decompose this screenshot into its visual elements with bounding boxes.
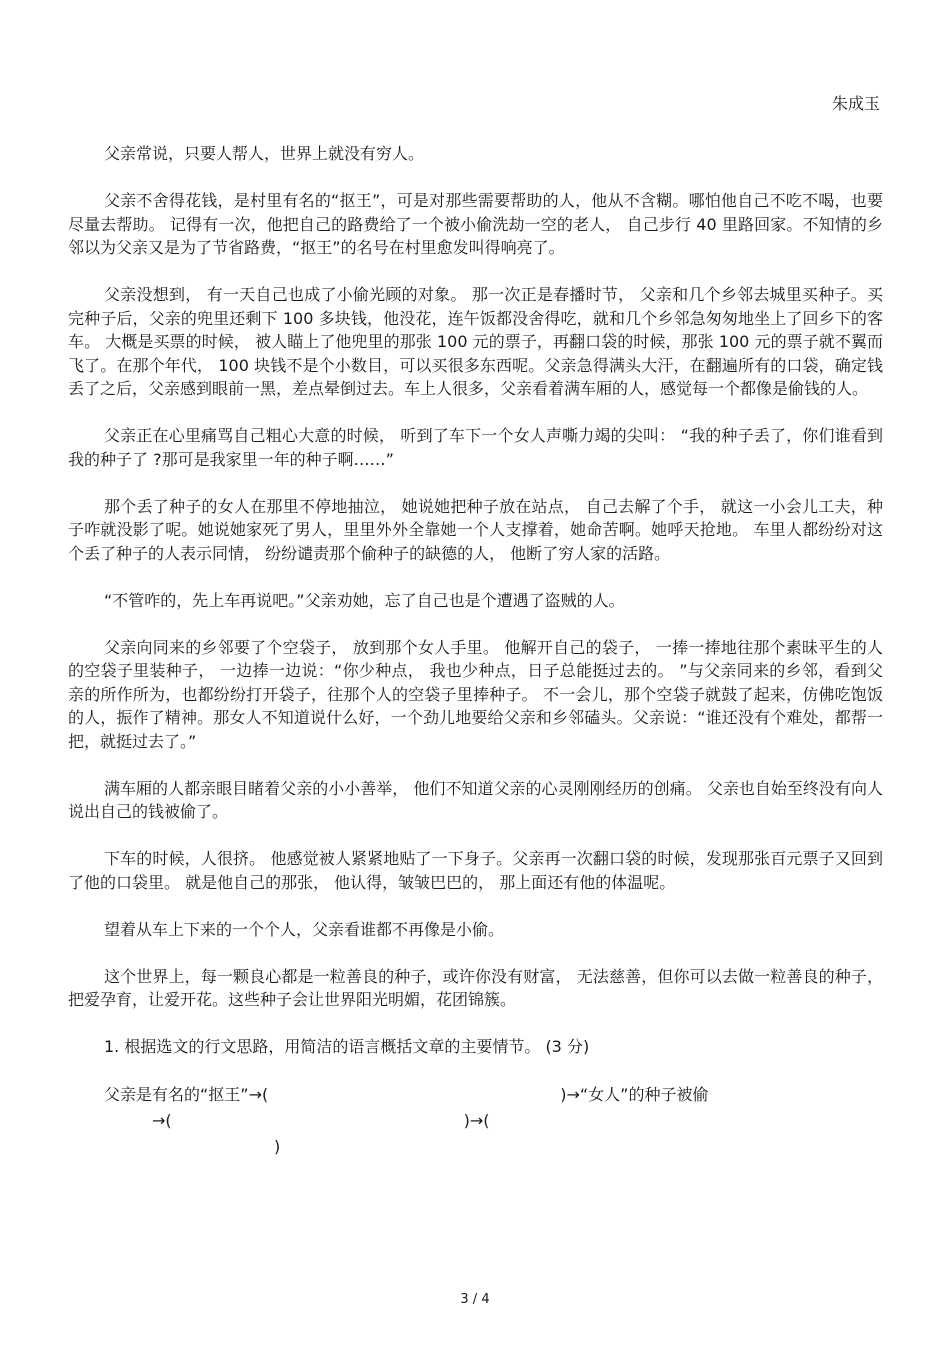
paragraph: 望着从车上下来的一个个人，父亲看谁都不再像是小偷。 [104, 919, 505, 939]
chain-line2-end: )→( [463, 1111, 490, 1130]
paragraph: 父亲常说，只要人帮人，世界上就没有穷人。 [104, 144, 425, 163]
question-prompt: 1. 根据选文的行文思路，用简洁的语言概括文章的主要情节。 (3 分) [104, 1037, 590, 1056]
paragraph: 父亲正在心里痛骂自己粗心大意的时候， 听到了车下一个女人声嘶力竭的尖叫： “我的种子丢了，你们谁看到我的种子了 ?那可是我家里一年的种子啊……” [68, 426, 883, 469]
plot-chain-line-3 [68, 1134, 883, 1160]
plot-chain-line-2 [68, 1108, 883, 1134]
chain-start: 父亲是有名的“抠王”→( [104, 1085, 269, 1104]
paragraph: 下车的时候，人很挤。 他感觉被人紧紧地贴了一下身子。父亲再一次翻口袋的时候，发现那张百元票子又回到了他的口袋里。 就是他自己的那张， 他认得，皱皱巴巴的， 那上面还有他的体温呢。 [68, 849, 883, 892]
paragraph: 满车厢的人都亲眼目睹着父亲的小小善举， 他们不知道父亲的心灵刚刚经历的创痛。 父亲也自始至终没有向人说出自己的钱被偷了。 [68, 778, 883, 821]
chain-mid: )→“女人”的种子被偷 [560, 1085, 709, 1104]
article-body [68, 142, 883, 1160]
paragraph: 这个世界上，每一颗良心都是一粒善良的种子，或许你没有财富， 无法慈善，但你可以去做一粒善良的种子，把爱孕育，让爱开花。这些种子会让世界阳光明媚，花团锦簇。 [68, 966, 883, 1009]
paragraph: 父亲没想到， 有一天自己也成了小偷光顾的对象。 那一次正是春播时节， 父亲和几个乡邻去城里买种子。买完种子后，父亲的兜里还剩下 100 多块钱，他没花，连午饭都没舍得吃，就和几个乡邻急匆匆地坐上了回乡下的客车。 大概是买票的时候， 被人瞄上了他兜里的那张 100 元的票子，再翻口袋的时候，那张 100 元的票子就不翼而飞了。在那个年代， 100 块钱不是个小数目，可以买很多东西呢。父亲急得满头大汗，在翻遍所有的口袋，确定钱丢了之后，父亲感到眼前一黑，差点晕倒过去。车上人很多，父亲看着满车厢的人，感觉每一个都像是偷钱的人。 [68, 285, 883, 398]
chain-line2-start: →( [152, 1111, 172, 1130]
chain-line3-end: ) [274, 1137, 281, 1156]
plot-chain-line-1 [68, 1082, 883, 1108]
page-number: 3 / 4 [460, 1292, 490, 1307]
paragraph: 父亲不舍得花钱，是村里有名的“抠王”，可是对那些需要帮助的人，他从不含糊。哪怕他自己不吃不喝，也要尽量去帮助。 记得有一次，他把自己的路费给了一个被小偷洗劫一空的老人， 自己步行 40 里路回家。不知情的乡邻以为父亲又是为了节省路费，“抠王”的名号在村里愈发叫得响亮了。 [68, 191, 883, 257]
paragraph: “不管咋的，先上车再说吧。”父亲劝她，忘了自己也是个遭遇了盗贼的人。 [104, 590, 625, 610]
author-name: 朱成玉 [831, 94, 880, 113]
paragraph: 那个丢了种子的女人在那里不停地抽泣， 她说她把种子放在站点， 自己去解了个手， 就这一小会儿工夫，种子咋就没影了呢。她说她家死了男人，里里外外全靠她一个人支撑着，她命苦啊。她呼天抢地。 车里人都纷纷对这个丢了种子的人表示同情， 纷纷谴责那个偷种子的缺德的人， 他断了穷人家的活路。 [68, 496, 883, 563]
paragraph: 父亲向同来的乡邻要了个空袋子， 放到那个女人手里。 他解开自己的袋子， 一捧一捧地往那个素昧平生的人的空袋子里装种子， 一边捧一边说：“你少种点， 我也少种点，日子总能挺过去的。 ”与父亲同来的乡邻，看到父亲的所作所为，也都纷纷打开袋子，往那个人的空袋子里捧种子。 不一会儿，那个空袋子就鼓了起来，仿佛吃饱饭的人，振作了精神。那女人不知道说什么好，一个劲儿地要给父亲和乡邻磕头。父亲说：“谁还没有个难处，都帮一把，就挺过去了。” [68, 637, 883, 751]
